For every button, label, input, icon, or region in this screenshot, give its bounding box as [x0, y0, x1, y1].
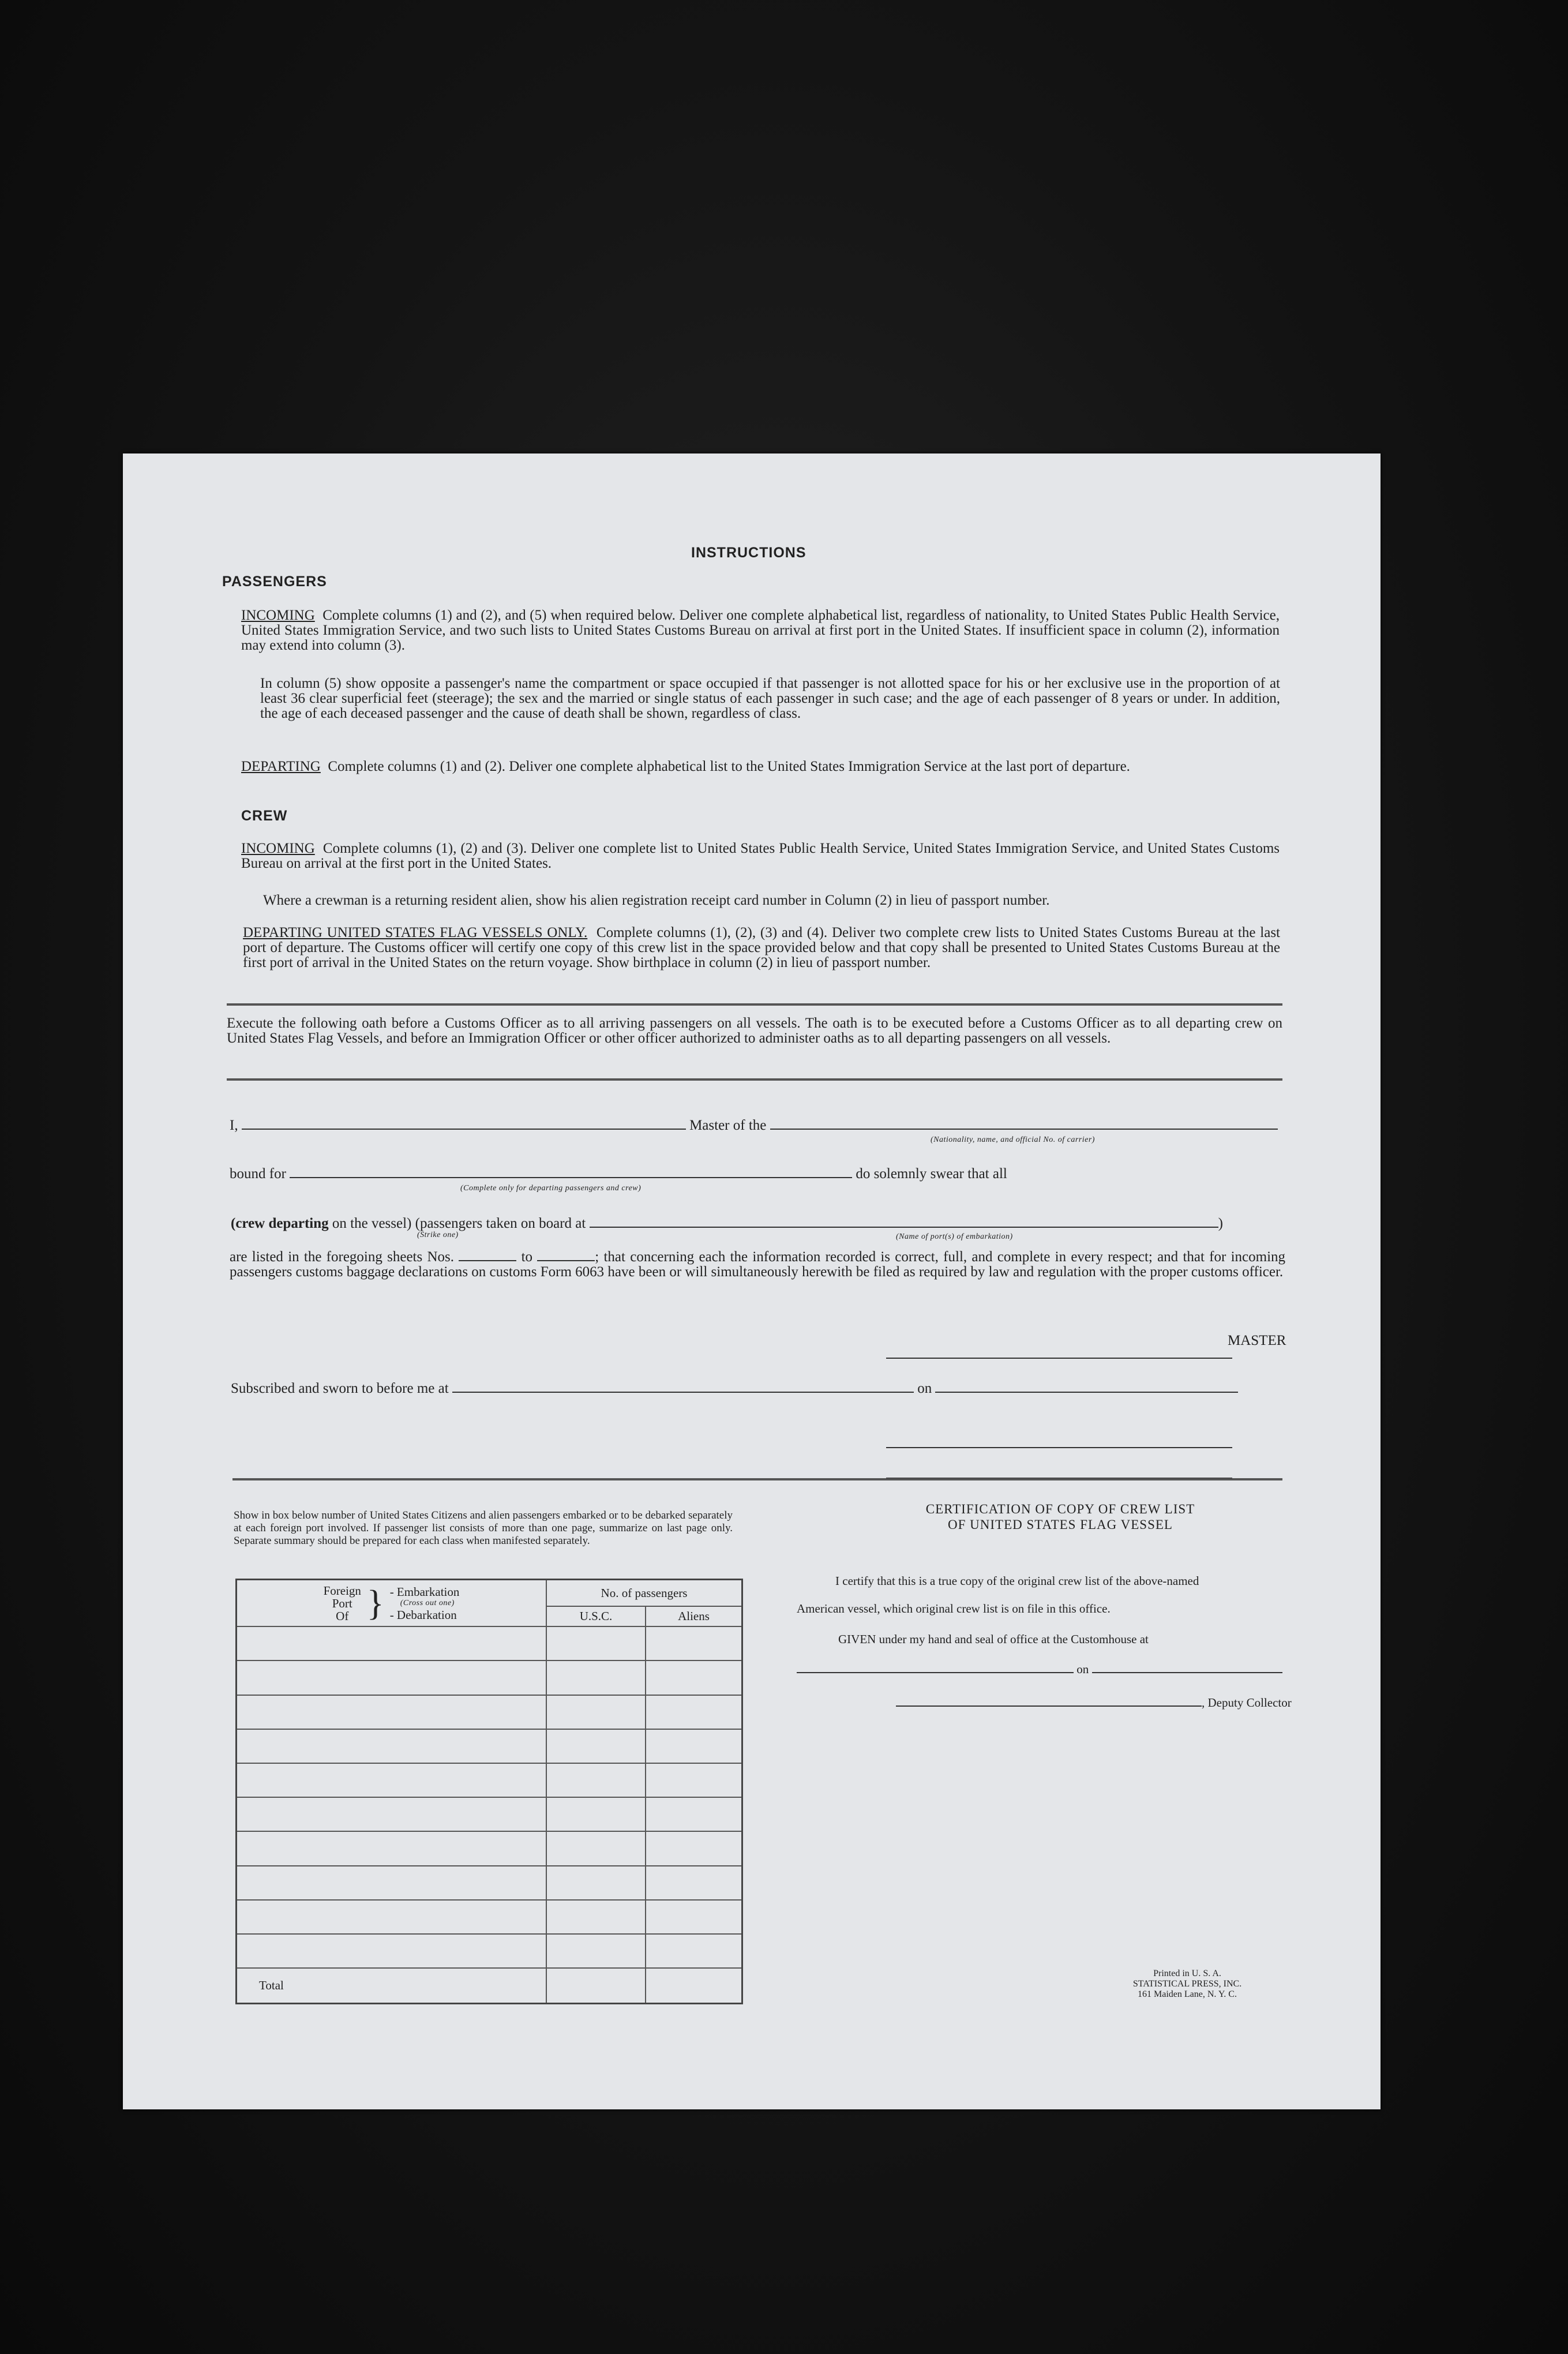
usc-cell[interactable]: [546, 1729, 646, 1763]
aliens-cell[interactable]: [646, 1729, 742, 1763]
no-passengers-header: No. of passengers: [546, 1580, 742, 1607]
passengers-heading: PASSENGERS: [222, 573, 327, 590]
on-vessel-label: on the vessel): [332, 1216, 412, 1231]
printer-imprint: [1127, 1969, 1248, 2000]
aliens-cell[interactable]: [646, 1660, 742, 1695]
aliens-cell[interactable]: [646, 1695, 742, 1729]
crew-incoming-paragraph: [241, 841, 1280, 871]
aliens-cell[interactable]: [646, 1626, 742, 1660]
usc-cell[interactable]: [546, 1900, 646, 1934]
crew-heading: CREW: [241, 808, 288, 824]
aliens-cell[interactable]: [646, 1831, 742, 1865]
crew-flag-label: DEPARTING UNITED STATES FLAG VESSELS ONLY.: [243, 925, 588, 940]
subscribed-date-field[interactable]: [935, 1392, 1238, 1393]
foreign-port-header: [237, 1580, 547, 1627]
i-label: I,: [230, 1118, 238, 1133]
aliens-cell[interactable]: [646, 1763, 742, 1797]
port-cell[interactable]: [237, 1900, 547, 1934]
certification-line3: GIVEN under my hand and seal of office at the Customhouse at: [838, 1632, 1149, 1646]
master-name-field[interactable]: [242, 1129, 686, 1130]
usc-cell[interactable]: [546, 1660, 646, 1695]
brace-icon: }: [366, 1583, 384, 1623]
divider-1: [227, 1003, 1282, 1006]
port-cell[interactable]: [237, 1866, 547, 1900]
printer-line1: Printed in U. S. A.: [1153, 1969, 1221, 1978]
page-title: INSTRUCTIONS: [691, 545, 806, 561]
printer-line2: STATISTICAL PRESS, INC.: [1132, 1979, 1242, 1989]
debarkation-label: - Debarkation: [389, 1607, 457, 1622]
carrier-caption: (Nationality, name, and official No. of carrier): [931, 1135, 1095, 1144]
oath-bound-row: [230, 1167, 1285, 1182]
embarkation-port-field[interactable]: [590, 1227, 1218, 1228]
crew-incoming-label: INCOMING: [241, 841, 315, 856]
concerning-text: ; that concerning each the information recorded is correct, full, and complete in every respect; and that for incoming passengers customs baggage declarations on customs Form 6063 have been or will simultaneously herewith be filed as required by law and regulation with the proper customs officer.: [230, 1249, 1286, 1280]
customhouse-date-field[interactable]: [1092, 1672, 1282, 1673]
deputy-label: , Deputy Collector: [1202, 1696, 1292, 1710]
subscribed-place-field[interactable]: [452, 1392, 914, 1393]
port-cell[interactable]: [237, 1934, 547, 1968]
master-label: MASTER: [1228, 1333, 1286, 1348]
aliens-cell[interactable]: [646, 1866, 742, 1900]
crew-resident-paragraph: Where a crewman is a returning resident alien, show his alien registration receipt card number in Column (2) in lieu of passport number.: [263, 893, 1050, 908]
port-cell[interactable]: [237, 1660, 547, 1695]
bound-for-field[interactable]: [290, 1177, 852, 1178]
close-paren: ): [1218, 1216, 1223, 1231]
oath-crew-row: [231, 1216, 1286, 1231]
passengers-incoming-paragraph: [241, 608, 1280, 653]
printer-line3: 161 Maiden Lane, N. Y. C.: [1138, 1989, 1237, 1999]
aliens-header: Aliens: [646, 1606, 742, 1626]
oath-sheets-paragraph: [230, 1250, 1285, 1280]
port-cell[interactable]: [237, 1626, 547, 1660]
certification-line2: American vessel, which original crew list is on file in this office.: [797, 1602, 1111, 1615]
usc-cell[interactable]: [546, 1934, 646, 1968]
master-of-label: Master of the: [689, 1118, 767, 1133]
divider-3: [232, 1478, 1282, 1480]
subscribed-label: Subscribed and sworn to before me at: [231, 1381, 449, 1396]
customhouse-place-field[interactable]: [797, 1672, 1074, 1673]
port-cell[interactable]: [237, 1763, 547, 1797]
aliens-cell[interactable]: [646, 1797, 742, 1831]
oath-intro: Execute the following oath before a Customs Officer as to all arriving passengers on all vessels. The oath is to be executed before a Customs Officer as to all departing crew on United States Flag Vessels, and before an Immigration Officer or other officer authorized to administer oaths as to all departing passengers on all vessels.: [227, 1015, 1282, 1046]
customhouse-row: [797, 1662, 1282, 1677]
usc-header: U.S.C.: [546, 1606, 646, 1626]
sheet-from-field[interactable]: [459, 1260, 516, 1261]
crew-departing-label: (crew departing: [231, 1216, 329, 1231]
certification-line1: I certify that this is a true copy of the original crew list of the above-named: [835, 1574, 1199, 1588]
passengers-incoming-label: INCOMING: [241, 608, 315, 623]
to-label: to: [521, 1249, 533, 1265]
aliens-cell[interactable]: [646, 1900, 742, 1934]
usc-cell[interactable]: [546, 1626, 646, 1660]
carrier-field[interactable]: [770, 1129, 1278, 1130]
usc-cell[interactable]: [546, 1695, 646, 1729]
passengers-departing-paragraph: [241, 759, 1280, 774]
usc-cell[interactable]: [546, 1866, 646, 1900]
bound-for-label: bound for: [230, 1166, 286, 1182]
of-label: Of: [336, 1609, 349, 1623]
swear-label: do solemnly swear that all: [856, 1166, 1007, 1182]
aliens-cell[interactable]: [646, 1934, 742, 1968]
port-label: Port: [332, 1596, 352, 1610]
passengers-incoming-text: Complete columns (1) and (2), and (5) when required below. Deliver one complete alphabetical list, regardless of nationality, to United States Public Health Service, United States Immigration Service, and two such lists to United States Customs Bureau on arrival at first port in the United States. If insufficient space in column (2), information may extend into column (3).: [241, 608, 1280, 653]
certification-title: [887, 1501, 1233, 1532]
document-page: [123, 453, 1381, 2109]
port-cell[interactable]: [237, 1695, 547, 1729]
officer-title-field[interactable]: [886, 1465, 1232, 1479]
cross-out-label: (Cross out one): [400, 1598, 455, 1607]
usc-cell[interactable]: [546, 1831, 646, 1865]
passenger-summary-table: [235, 1579, 743, 2004]
subscribed-row: [231, 1381, 1286, 1396]
officer-signature-field[interactable]: [886, 1434, 1232, 1448]
total-label: Total: [237, 1968, 547, 2003]
listed-label: are listed in the foregoing sheets Nos.: [230, 1249, 455, 1265]
certification-title-line2: OF UNITED STATES FLAG VESSEL: [948, 1517, 1173, 1532]
column5-paragraph: In column (5) show opposite a passenger's name the compartment or space occupied if that passenger is not allotted space for his or her exclusive use in the proportion of at least 36 clear superficial feet (steerage); the sex and the married or single status of each passenger in such case; and the age of each passenger of 8 years or under. In addition, the age of each deceased passenger and the cause of death shall be shown, regardless of class.: [260, 676, 1280, 721]
customhouse-on-label: on: [1076, 1662, 1089, 1676]
bound-caption: (Complete only for departing passengers and crew): [460, 1184, 642, 1193]
crew-flag-paragraph: [243, 925, 1280, 970]
total-usc-cell[interactable]: [546, 1968, 646, 2003]
total-aliens-cell[interactable]: [646, 1968, 742, 2003]
strike-one-caption: (Strike one): [417, 1231, 459, 1239]
passengers-departing-label: DEPARTING: [241, 759, 321, 774]
certification-title-line1: CERTIFICATION OF COPY OF CREW LIST: [925, 1502, 1195, 1516]
master-signature-field[interactable]: [886, 1345, 1232, 1359]
oath-master-row: [230, 1118, 1285, 1133]
port-cell[interactable]: [237, 1797, 547, 1831]
passengers-taken-label: (passengers taken on board at: [415, 1216, 586, 1231]
passengers-departing-text: Complete columns (1) and (2). Deliver one complete alphabetical list to the United States Immigration Service at the last port of departure.: [328, 759, 1130, 774]
deputy-row: [896, 1696, 1292, 1710]
port-cell[interactable]: [237, 1729, 547, 1763]
port-cell[interactable]: [237, 1831, 547, 1865]
foreign-label: Foreign: [323, 1583, 361, 1598]
usc-cell[interactable]: [546, 1763, 646, 1797]
crew-flag-text: Complete columns (1), (2), (3) and (4). Deliver two complete crew lists to United States Customs Bureau at the last port of departure. The Customs officer will certify one copy of this crew list in the space provided below and that copy shall be presented to United States Customs Bureau at the first port of arrival in the United States on the return voyage. Show birthplace in column (2) in lieu of passport number.: [243, 925, 1280, 970]
port-caption: (Name of port(s) of embarkation): [896, 1232, 1013, 1241]
usc-cell[interactable]: [546, 1797, 646, 1831]
sheet-to-field[interactable]: [537, 1260, 595, 1261]
divider-2: [227, 1078, 1282, 1081]
embarkation-label: - Embarkation: [389, 1584, 460, 1599]
summary-instructions: Show in box below number of United States Citizens and alien passengers embarked or to be debarked separately at each foreign port involved. If passenger list consists of more than one page, summarize on last page only. Separate summary should be prepared for each class when manifested separately.: [234, 1509, 733, 1547]
crew-incoming-text: Complete columns (1), (2) and (3). Deliver one complete list to United States Public Health Service, United States Immigration Service, and United States Customs Bureau on arrival at the first port in the United States.: [241, 841, 1280, 871]
deputy-signature-field[interactable]: [896, 1705, 1202, 1707]
subscribed-on-label: on: [917, 1381, 932, 1396]
